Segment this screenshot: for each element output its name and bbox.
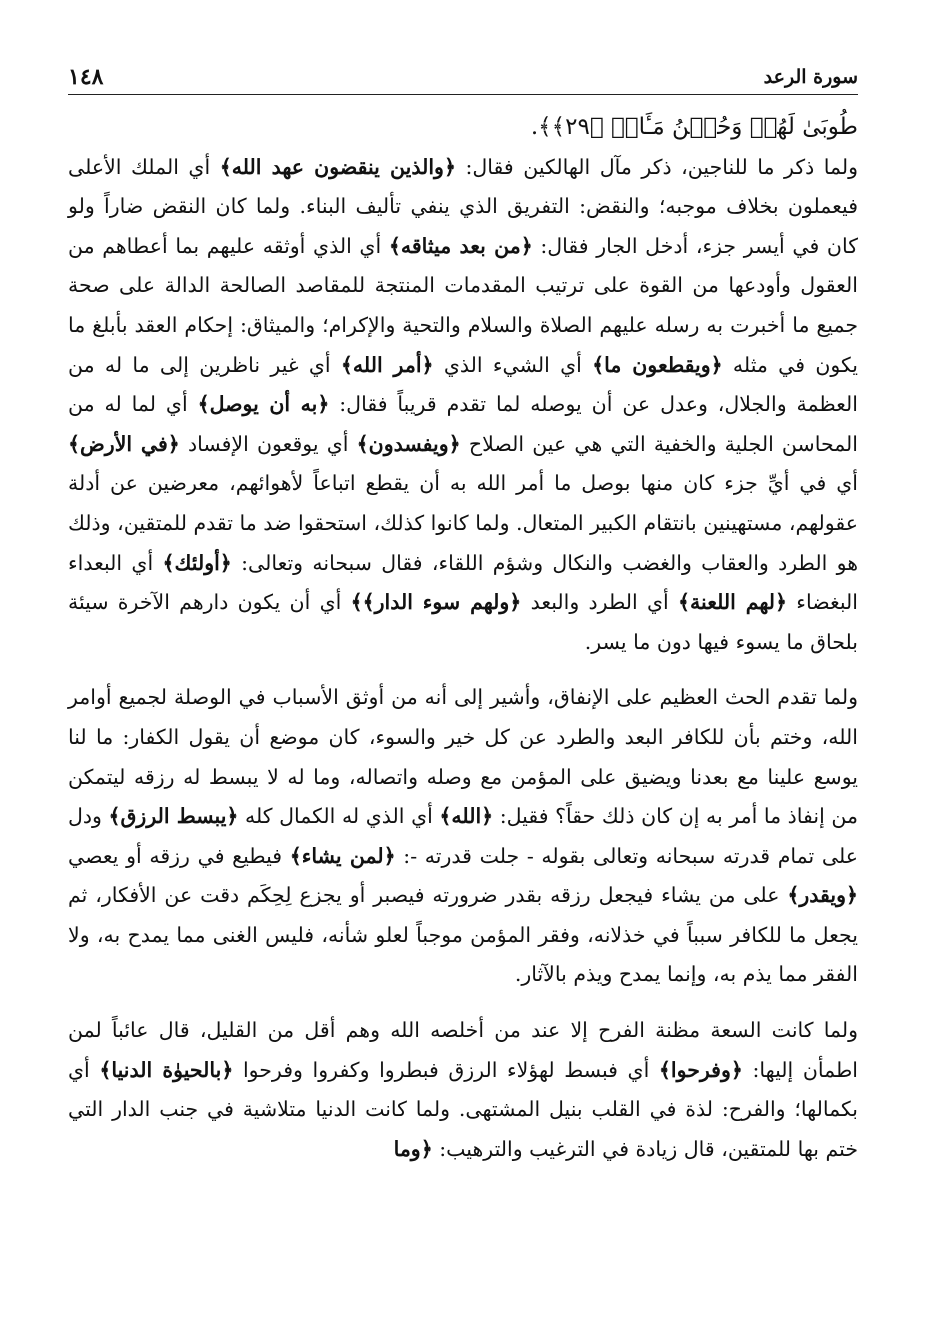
- quran-quote: ﴿أمر الله﴾: [340, 352, 434, 377]
- text-segment: ولما ذكر ما للناجين، ذكر مآل الهالكين فقال:: [455, 154, 858, 179]
- text-segment: فيطيع في رزقه أو يعصي: [68, 843, 290, 868]
- text-segment: أي الطرد والبعد: [521, 590, 678, 615]
- quran-quote: ﴿من بعد ميثاقه﴾: [388, 233, 533, 258]
- text-segment: أي البعداء البغضاء: [68, 550, 858, 615]
- paragraph: [68, 678, 858, 995]
- text-segment: طُوبَىٰ لَهُمۡ وَحُسۡنُ مَـَٔابٖ ﴿٢٩﴾﴾.: [530, 114, 858, 140]
- page-number: ١٤٨: [68, 64, 104, 90]
- quran-quote: ﴿ولهم سوء الدار﴾﴾: [350, 590, 522, 615]
- quran-quote: ﴿ويقطعون ما﴾: [592, 352, 723, 377]
- page-header: [68, 60, 858, 95]
- quran-quote: ﴿وفرحوا﴾: [658, 1057, 743, 1082]
- text-segment: أي أن يكون دارهم الآخرة سيئة بلحاق ما يسوء فيها دون ما يسر.: [68, 590, 858, 654]
- text-segment: أي الملك الأعلى فيعملون بخلاف موجبه؛ والنقض: التفريق الذي ينفي تأليف البناء. ولما كان النقض ضاراً ولو كان في أيسر جزء، أدخل الجار فقال:: [68, 154, 858, 258]
- text-segment: أي غير ناظرين إلى ما له من العظمة والجلال، وعدل عن أن يوصله لما تقدم قريباً فقال:: [68, 352, 858, 417]
- text-segment: أي الذي له الكمال كله: [238, 804, 440, 829]
- text-segment: ولما تقدم الحث العظيم على الإنفاق، وأشير إلى أنه من أوثق الأسباب في الوصلة لجميع أوامر الله، وختم بأن للكافر البعد والطرد عن كل خير والسوء، كان موضع أن يقول الكفار: ما لنا يوسع علينا مع بعدنا ويضيق على المؤمن مع وصله واتصاله، وما له لا يبسط له رزقه ليتمكن من إنفاذ ما أمر به إن كان ذلك حقاً؟ فقيل:: [68, 685, 858, 829]
- quran-quote: ﴿لمن يشاء﴾: [289, 843, 396, 868]
- quran-quote: ﴿أولئك﴾: [162, 550, 232, 575]
- paragraph: [68, 1011, 858, 1169]
- text-segment: ولما كانت السعة مظنة الفرح إلا عند من أخلصه الله وهم أقل من القليل، قال عائباً لمن اطمأن إليها:: [68, 1018, 858, 1082]
- quran-quote: ﴿يبسط الرزق﴾: [108, 804, 239, 829]
- quran-quote: ﴿به أن يوصل﴾: [197, 392, 330, 417]
- quran-quote: ﴿لهم اللعنة﴾: [678, 590, 788, 615]
- quran-quote: ﴿بالحيوٰة الدنيا﴾: [99, 1057, 234, 1082]
- paragraph: [68, 148, 858, 663]
- text-segment: أي لما له من المحاسن الجلية والخفية التي هي عين الصلاح: [68, 392, 858, 456]
- page-body: [68, 108, 858, 1169]
- quran-quote: ﴿والذين ينقضون عهد الله﴾: [219, 154, 456, 179]
- text-segment: أي فبسط لهؤلاء الرزق فبطروا وكفروا وفرحوا: [233, 1057, 659, 1082]
- quran-quote: ﴿ويفسدون﴾: [356, 431, 461, 456]
- text-segment: أي يوقعون الإفساد: [179, 431, 357, 456]
- quran-quote: ﴿وما: [393, 1136, 433, 1161]
- text-segment: على من يشاء فيجعل رزقه بقدر ضرورته فيصبر أو يجزع لِحِكَم دقت عن الأفكار، ثم يجعل ما للكافر سبباً في خذلانه، وفقر المؤمن موجباً لعلو شأنه، فليس الغنى مما يمدح به، ولا الفقر مما يذم به، وإنما يمدح ويذم بالآثار.: [68, 883, 858, 987]
- quran-quote: ﴿ويقدر﴾: [787, 883, 858, 908]
- quran-quote: ﴿في الأرض﴾: [68, 431, 180, 456]
- text-segment: أي بكمالها؛ والفرح: لذة في القلب بنيل المشتهى. ولما كانت الدنيا متلاشية في جنب الدار التي ختم بها للمتقين، قال زيادة في الترغيب والترهيب:: [68, 1057, 858, 1161]
- text-segment: أي الشيء الذي: [433, 352, 593, 377]
- verse-line: [68, 108, 858, 148]
- text-segment: ودل على تمام قدرته سبحانه وتعالى بقوله - جلت قدرته -:: [68, 804, 858, 868]
- text-segment: أي الذي أوثقه عليهم بما أعطاهم من العقول وأودعها من القوة على ترتيب المقدمات المنتجة للمقاصد الصالحة الدالة على صحة جميع ما أخبرت به رسله عليهم الصلاة والسلام والتحية والإكرام؛ والميثاق: إحكام العقد بأبلغ ما يكون في مثله: [68, 233, 858, 377]
- text-segment: أي في أيِّ جزء كان منها بوصل ما أمر الله به أن يقطع اتباعاً لأهوائهم، معرضين عن أدلة عقولهم، مستهينين بانتقام الكبير المتعال. ولما كانوا كذلك، استحقوا ضد ما تقدم للمتقين، وذلك هو الطرد والعقاب والغضب والنكال وشؤم اللقاء، فقال سبحانه وتعالى:: [68, 471, 858, 575]
- quran-quote: ﴿الله﴾: [439, 804, 494, 829]
- sura-title: سورة الرعد: [763, 66, 858, 88]
